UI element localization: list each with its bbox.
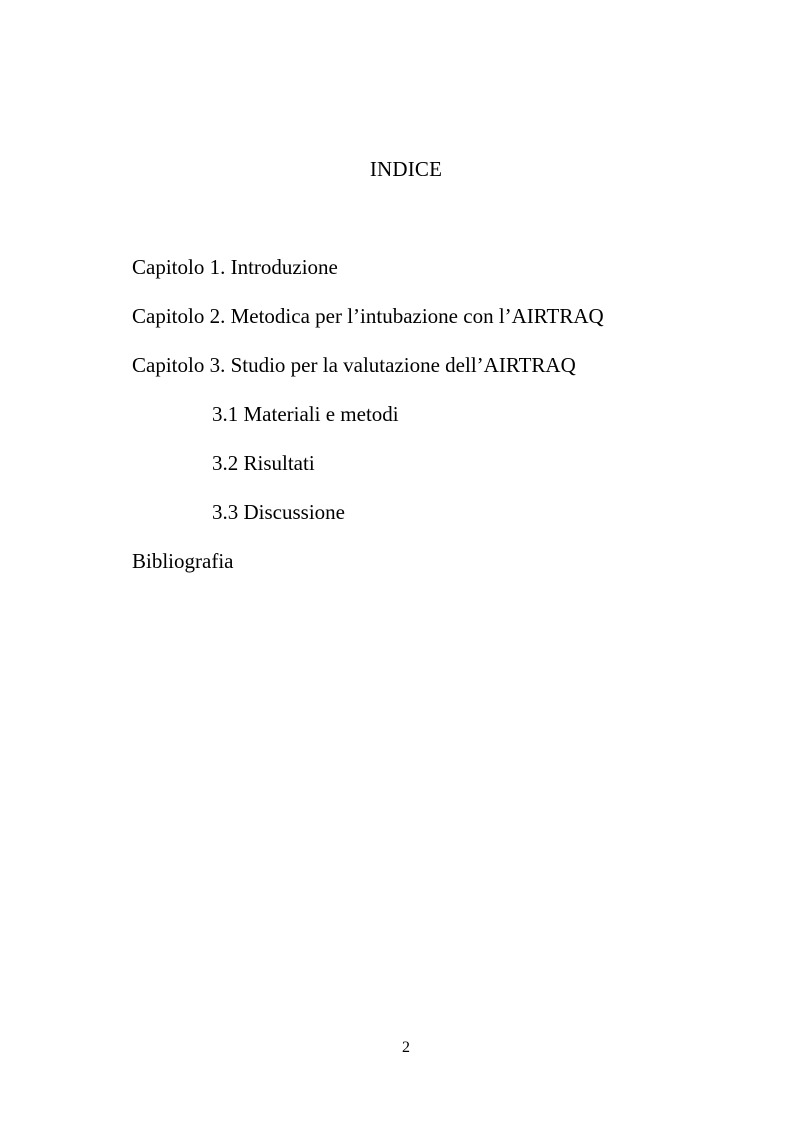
toc-entry-chapter-2: Capitolo 2. Metodica per l’intubazione con l’AIRTRAQ	[132, 304, 604, 328]
toc-entry-section-3-3: 3.3 Discussione	[212, 500, 345, 524]
toc-entry-section-3-1: 3.1 Materiali e metodi	[212, 402, 399, 426]
page-number: 2	[402, 1039, 410, 1056]
toc-entry-section-3-2: 3.2 Risultati	[212, 451, 315, 475]
table-of-contents	[132, 254, 752, 597]
toc-entry-chapter-3: Capitolo 3. Studio per la valutazione dell’AIRTRAQ	[132, 353, 576, 377]
page-title: INDICE	[369, 157, 443, 181]
toc-entry-chapter-1: Capitolo 1. Introduzione	[132, 255, 338, 279]
toc-entry-bibliography: Bibliografia	[132, 549, 234, 573]
